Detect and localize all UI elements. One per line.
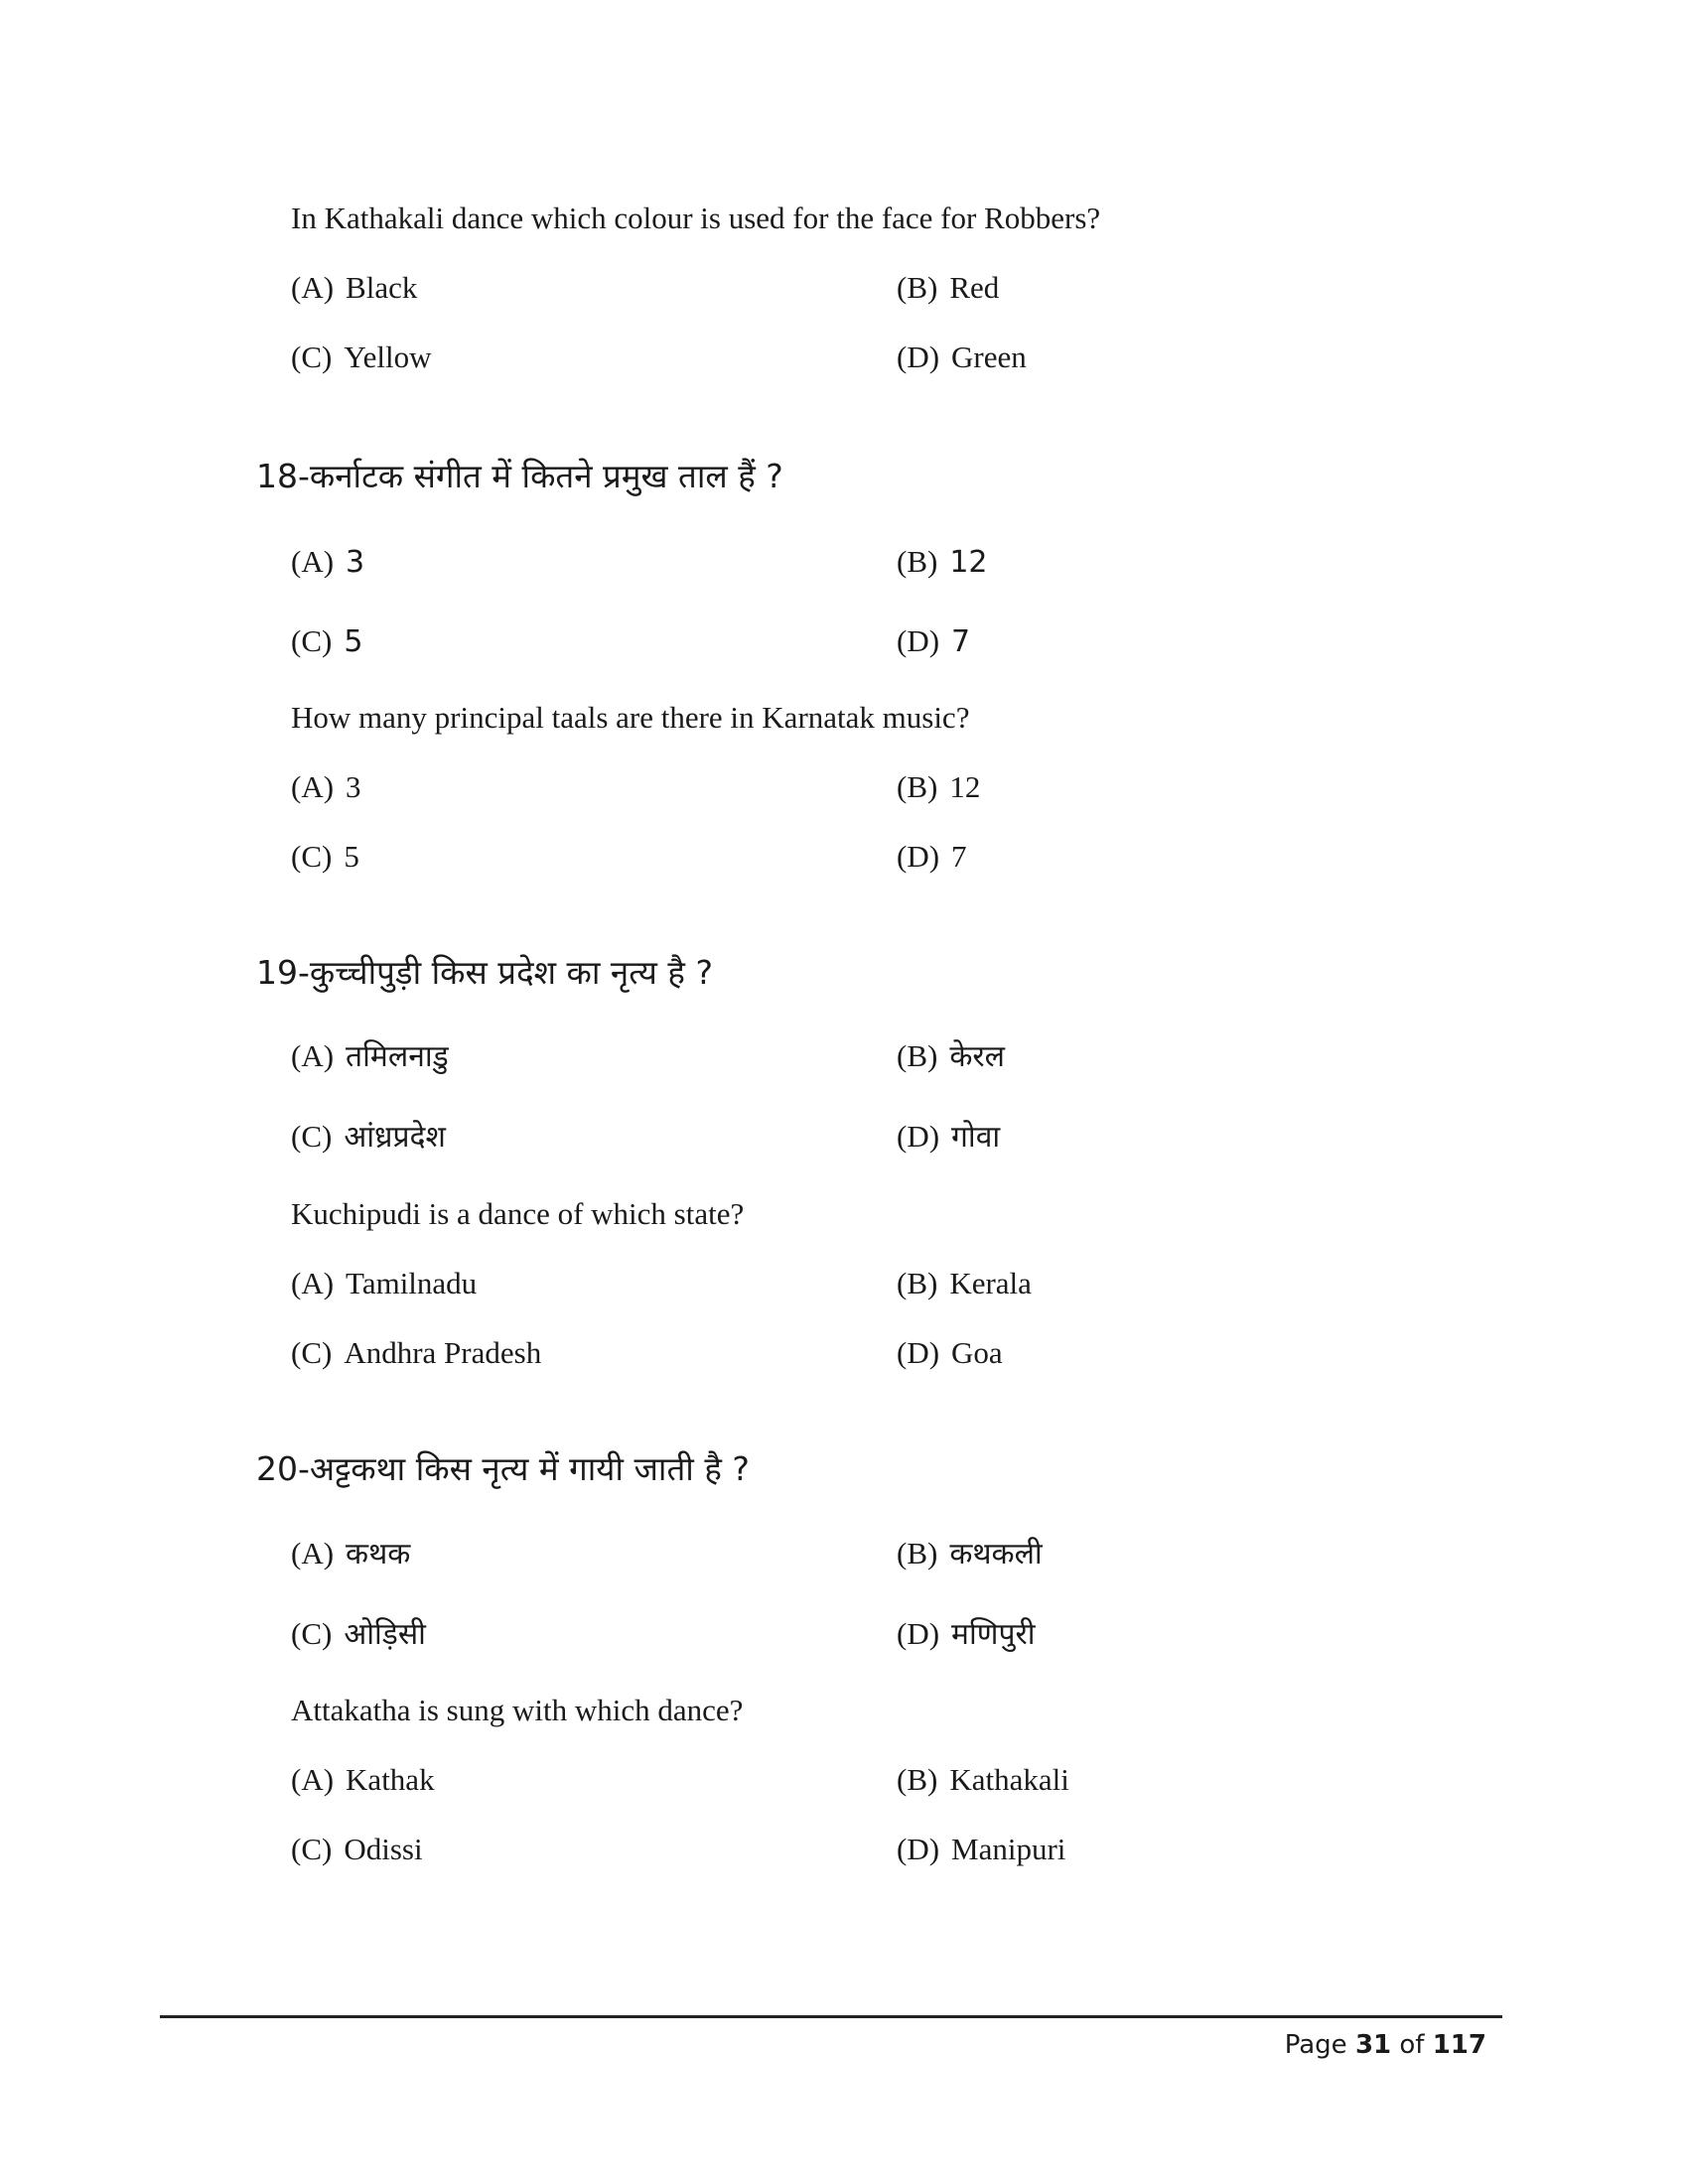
option-d [897,1830,1065,1869]
option-c [291,621,362,662]
option-letter: (D) [897,1335,940,1370]
option-letter: (B) [897,1038,938,1073]
option-letter: (B) [897,270,938,305]
question-text: How many principal taals are there in Karnatak music? [291,700,970,735]
option-letter: (A) [291,270,335,305]
question-text-hindi: 20-अट्टकथा किस नृत्य में गायी जाती है ? [256,1449,750,1488]
option-c [291,338,431,377]
option-d [897,837,967,877]
option-letter: (B) [897,544,938,579]
option-text: Green [951,340,1027,374]
option-letter: (D) [897,1119,940,1154]
option-text: तमिलनाडु [346,1039,449,1074]
question-text-hindi: 18-कर्नाटक संगीत में कितने प्रमुख ताल हैं ? [256,457,783,495]
option-a [291,268,417,308]
option-text: केरल [949,1039,1005,1074]
current-page: 31 [1354,2030,1392,2060]
option-letter: (B) [897,1536,938,1570]
option-b [897,542,988,583]
option-text: कथकली [949,1537,1043,1571]
option-letter: (B) [897,1762,938,1797]
option-c [291,1614,426,1655]
page-label: Page [1284,2030,1347,2060]
option-text: 12 [949,769,981,804]
option-d [897,621,970,662]
option-text: 7 [951,839,967,874]
option-a [291,542,364,583]
option-text: Odissi [344,1832,423,1866]
option-b [897,1264,1032,1303]
option-text: कथक [346,1537,411,1571]
option-text: Manipuri [951,1832,1066,1866]
option-letter: (B) [897,1266,938,1300]
option-a [291,1264,477,1303]
option-a [291,1534,410,1574]
option-text: 5 [344,839,359,874]
option-a [291,767,361,807]
option-b [897,1036,1005,1077]
total-pages: 117 [1432,2030,1486,2060]
option-text: Yellow [344,340,432,374]
option-b [897,767,980,807]
option-c [291,1117,446,1158]
option-text: 7 [951,624,971,659]
option-b [897,1534,1043,1574]
option-d [897,338,1027,377]
option-letter: (A) [291,1762,335,1797]
question-text: Kuchipudi is a dance of which state? [291,1196,745,1231]
page-of-label: of [1399,2030,1425,2060]
option-letter: (C) [291,1119,333,1154]
option-text: 12 [949,545,988,580]
option-letter: (A) [291,544,335,579]
option-a [291,1760,435,1800]
option-text: Kathakali [949,1762,1069,1797]
option-letter: (C) [291,340,333,374]
option-letter: (C) [291,623,333,658]
question-text-hindi: 19-कुच्चीपुड़ी किस प्रदेश का नृत्य है ? [256,953,713,992]
option-text: Kerala [949,1266,1032,1300]
option-text: मणिपुरी [951,1617,1036,1652]
option-text: आंध्रप्रदेश [344,1120,446,1155]
question-text: Attakatha is sung with which dance? [291,1693,744,1727]
option-d [897,1117,1000,1158]
option-letter: (C) [291,1832,333,1866]
option-letter: (D) [897,1616,940,1651]
option-b [897,1760,1069,1800]
option-c [291,837,359,877]
option-d [897,1333,1003,1373]
option-letter: (D) [897,340,940,374]
option-letter: (A) [291,1536,335,1570]
option-text: 3 [346,769,361,804]
option-text: Goa [951,1335,1003,1370]
option-text: Andhra Pradesh [344,1335,542,1370]
option-text: Kathak [346,1762,435,1797]
option-letter: (D) [897,1832,940,1866]
option-letter: (A) [291,1266,335,1300]
page-number [1285,2030,1486,2060]
option-b [897,268,999,308]
option-d [897,1614,1036,1655]
option-letter: (A) [291,769,335,804]
option-letter: (A) [291,1038,335,1073]
option-letter: (C) [291,839,333,874]
option-letter: (D) [897,623,940,658]
option-letter: (D) [897,839,940,874]
option-text: Tamilnadu [346,1266,478,1300]
option-c [291,1830,423,1869]
question-text: In Kathakali dance which colour is used for the face for Robbers? [291,201,1101,235]
option-text: Red [949,270,1000,305]
option-c [291,1333,541,1373]
option-text: गोवा [951,1120,1001,1155]
option-letter: (C) [291,1335,333,1370]
option-text: 5 [344,624,363,659]
option-text: Black [346,270,418,305]
footer-divider [160,2015,1502,2018]
option-letter: (B) [897,769,938,804]
option-letter: (C) [291,1616,333,1651]
option-a [291,1036,449,1077]
option-text: ओड़िसी [344,1617,426,1652]
option-text: 3 [346,545,365,580]
